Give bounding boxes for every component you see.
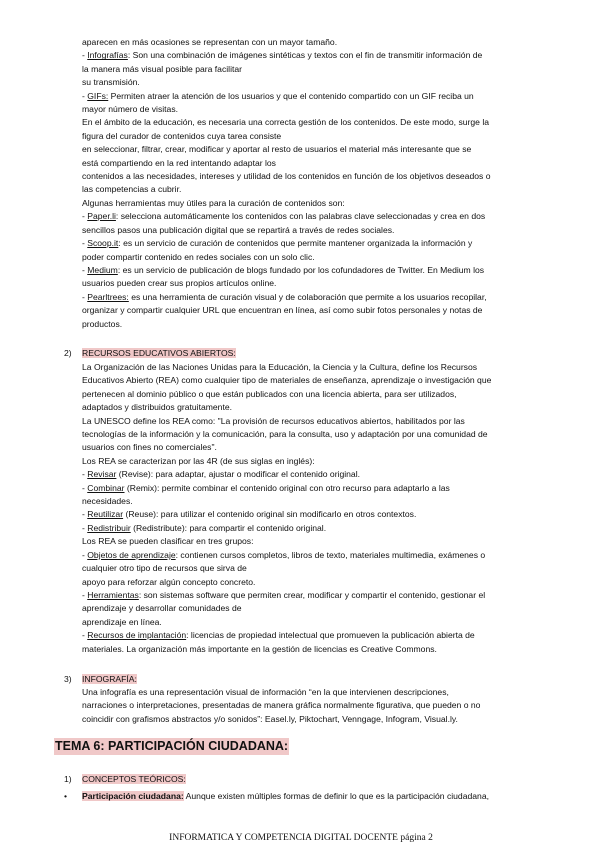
line-text: Educativos Abierto (REA) como cualquier tipo de materiales de enseñanza, aprendizaje o investigación que bbox=[82, 375, 492, 386]
line-text: poder compartir contenido en redes sociales con un solo clic. bbox=[82, 251, 315, 262]
line-text: Los REA se pueden clasificar en tres grupos: bbox=[82, 536, 254, 547]
line-text: Permiten atraer la atención de los usuarios y que el contenido compartido con un GIF reciba un bbox=[108, 90, 474, 101]
line-text: narraciones o interpretaciones, presentadas de manera gráfica normalmente figurativa, que pueden o no bbox=[82, 700, 481, 711]
line-text: : son sistemas software que permiten crear, modificar y compartir el contenido, gestionar el bbox=[138, 589, 486, 600]
line-text: usuarios con fines no comerciales". bbox=[82, 442, 217, 453]
line-text: productos. bbox=[82, 318, 123, 329]
line-text: (Remix): permite combinar el contenido original con otro recurso para adaptarlo a las bbox=[124, 482, 450, 493]
line-text: tecnologías de la información y la comunicación, para la consulta, uso y adaptación por una comunidad de bbox=[82, 429, 488, 440]
text-line bbox=[82, 589, 564, 602]
section-3-title-text: INFOGRAFÍA: bbox=[82, 674, 137, 684]
text-line bbox=[82, 210, 564, 223]
line-text: coincidir con grafismos abstractos y/o sonidos”: Easel.ly, Piktochart, Venngage, Infogram, Visual.ly. bbox=[82, 713, 458, 724]
text-line bbox=[82, 374, 564, 387]
footer-page-number: página 2 bbox=[400, 833, 433, 843]
bullet-rest-text: Aunque existen múltiples formas de definir lo que es la participación ciudadana, bbox=[183, 791, 489, 801]
line-prefix: - bbox=[82, 589, 88, 600]
text-line bbox=[82, 616, 564, 629]
line-text: apoyo para reforzar algún concepto concreto. bbox=[82, 576, 256, 587]
line-prefix: - bbox=[82, 264, 88, 275]
line-prefix: - bbox=[82, 522, 88, 533]
line-prefix: - bbox=[82, 291, 88, 302]
text-line bbox=[82, 130, 564, 143]
text-line bbox=[82, 468, 564, 481]
text-line bbox=[82, 482, 564, 495]
line-text: cualquier otro tipo de recursos que sirva de bbox=[82, 563, 247, 574]
text-line bbox=[82, 401, 564, 414]
text-line bbox=[82, 170, 564, 183]
text-line bbox=[82, 713, 564, 726]
line-text: Los REA se caracterizan por las 4R (de sus siglas en inglés): bbox=[82, 455, 315, 466]
line-text: sencillos pasos una publicación digital que se repartirá a través de redes sociales. bbox=[82, 224, 395, 235]
text-line bbox=[82, 562, 564, 575]
text-line bbox=[82, 686, 564, 699]
line-text: es una herramienta de curación visual y de colaboración que permite a los usuarios recopilar, bbox=[128, 291, 487, 302]
text-line bbox=[82, 143, 564, 156]
line-text: está compartiendo en la red intentando adaptar los bbox=[82, 157, 276, 168]
section-2-number: 2) bbox=[64, 348, 72, 358]
underlined-term: Revisar bbox=[87, 469, 117, 480]
text-line bbox=[82, 549, 564, 562]
line-text: La Organización de las Naciones Unidas para la Educación, la Ciencia y la Cultura, define los Recursos bbox=[82, 362, 478, 372]
text-line bbox=[82, 576, 564, 589]
text-line bbox=[82, 304, 564, 317]
line-prefix: - bbox=[82, 549, 88, 560]
text-line bbox=[82, 291, 564, 304]
text-line bbox=[82, 49, 564, 62]
footer-title: INFORMATICA Y COMPETENCIA DIGITAL DOCENTE bbox=[169, 833, 398, 843]
line-text: Algunas herramientas muy útiles para la curación de contenidos son: bbox=[82, 197, 345, 208]
bullet-dot: • bbox=[64, 791, 68, 801]
section-3-body bbox=[82, 686, 564, 726]
underlined-term: Herramientas bbox=[87, 589, 139, 600]
line-text: : licencias de propiedad intelectual que promueven la publicación abierta de bbox=[186, 630, 475, 641]
text-line bbox=[82, 237, 564, 250]
subsection-1-number: 1) bbox=[64, 774, 72, 784]
top-paragraphs bbox=[82, 36, 564, 331]
text-line bbox=[82, 522, 564, 535]
line-text: mayor número de visitas. bbox=[82, 104, 178, 115]
line-text: necesidades. bbox=[82, 496, 133, 507]
underlined-term: GIFs: bbox=[87, 90, 109, 101]
text-line bbox=[82, 508, 564, 521]
text-line bbox=[82, 103, 564, 116]
line-text: las competencias a cubrir. bbox=[82, 184, 182, 195]
text-line bbox=[82, 455, 564, 468]
underlined-term: Objetos de aprendizaje bbox=[87, 549, 176, 560]
text-line bbox=[82, 699, 564, 712]
text-line bbox=[82, 602, 564, 615]
line-text: La UNESCO define los REA como: "La provisión de recursos educativos abiertos, habilitados por las bbox=[82, 415, 465, 426]
tema-6-heading: TEMA 6: PARTICIPACIÓN CIUDADANA: bbox=[55, 739, 289, 753]
section-3-title bbox=[82, 673, 137, 686]
text-line bbox=[82, 224, 564, 237]
text-line bbox=[82, 197, 564, 210]
text-line bbox=[82, 277, 564, 290]
section-2-title-text: RECURSOS EDUCATIVOS ABIERTOS: bbox=[82, 348, 236, 358]
underlined-term: Reutilizar bbox=[87, 509, 124, 520]
text-line bbox=[82, 415, 564, 428]
text-line bbox=[82, 63, 564, 76]
line-text: organizar y compartir cualquier URL que encuentran en línea, así como subir fotos personales y notas de bbox=[82, 305, 483, 316]
text-line bbox=[82, 183, 564, 196]
line-text: : selecciona automáticamente los contenidos con las palabras clave seleccionadas y crea en dos bbox=[115, 211, 486, 222]
text-line bbox=[82, 90, 564, 103]
underlined-term: Infografías bbox=[87, 50, 128, 61]
underlined-term: Paper.li bbox=[87, 211, 116, 222]
line-prefix: - bbox=[82, 509, 88, 520]
line-prefix: - bbox=[82, 90, 88, 101]
text-line bbox=[82, 318, 564, 331]
line-text: (Reuse): para utilizar el contenido original sin modificarlo en otros contextos. bbox=[123, 509, 417, 520]
text-line bbox=[82, 441, 564, 454]
text-line bbox=[82, 643, 564, 656]
text-line bbox=[82, 264, 564, 277]
line-text: aprendizaje y desarrollar comunidades de bbox=[82, 603, 242, 614]
underlined-term: Medium bbox=[87, 264, 118, 275]
underlined-term: Scoop.it bbox=[87, 238, 119, 249]
section-2-title bbox=[82, 347, 236, 360]
line-text: : contienen cursos completos, libros de texto, materiales multimedia, exámenes o bbox=[175, 549, 486, 560]
text-line bbox=[82, 388, 564, 401]
section-2-body bbox=[82, 361, 564, 656]
underlined-term: Recursos de implantación bbox=[87, 630, 187, 641]
line-text: Una infografía es una representación visual de información “en la que intervienen descripciones, bbox=[82, 687, 449, 697]
page-footer bbox=[0, 833, 602, 843]
section-3-number: 3) bbox=[64, 674, 72, 684]
line-text: materiales. La organización más importante en la gestión de licencias es Creative Commons. bbox=[82, 643, 437, 654]
line-text: En el ámbito de la educación, es necesaria una correcta gestión de los contenidos. De este modo, surge la bbox=[82, 117, 490, 128]
line-text: adaptados y distribuidos gratuitamente. bbox=[82, 402, 233, 413]
text-line bbox=[82, 629, 564, 642]
text-line bbox=[82, 361, 564, 374]
line-text: su transmisión. bbox=[82, 77, 140, 88]
line-text: : Son una combinación de imágenes sintéticas y textos con el fin de transmitir información de bbox=[127, 50, 483, 61]
line-prefix: - bbox=[82, 630, 88, 641]
line-text: en seleccionar, filtrar, crear, modificar y aportar al resto de usuarios el material más interesante que se bbox=[82, 144, 472, 155]
subsection-1-title-text: CONCEPTOS TEÓRICOS: bbox=[82, 774, 186, 784]
line-text: aprendizaje en línea. bbox=[82, 616, 162, 627]
line-text: pertenecen al dominio público o que están publicados con una licencia abierta, para ser utilizados, bbox=[82, 388, 457, 399]
text-line bbox=[82, 36, 564, 49]
underlined-term: Combinar bbox=[87, 482, 125, 493]
line-prefix: - bbox=[82, 469, 88, 480]
line-text: : es un servicio de publicación de blogs fundado por los cofundadores de Twitter. En Medium los bbox=[117, 264, 485, 275]
line-text: contenidos a las necesidades, intereses y utilidad de los contenidos en función de los objetivos deseados o bbox=[82, 171, 491, 182]
line-text: aparecen en más ocasiones se representan con un mayor tamaño. bbox=[82, 37, 338, 47]
line-text: : es un servicio de curación de contenidos que permite mantener organizada la información y bbox=[118, 238, 473, 249]
underlined-term: Pearltrees: bbox=[87, 291, 129, 302]
text-line bbox=[82, 535, 564, 548]
line-text: la manera más visual posible para facilitar bbox=[82, 63, 243, 74]
bullet-paragraph bbox=[82, 790, 572, 803]
line-prefix: - bbox=[82, 482, 88, 493]
text-line bbox=[82, 157, 564, 170]
line-text: figura del curador de contenidos cuya tarea consiste bbox=[82, 130, 282, 141]
text-line bbox=[82, 251, 564, 264]
line-prefix: - bbox=[82, 238, 88, 249]
line-prefix: - bbox=[82, 50, 88, 61]
subsection-1-title bbox=[82, 773, 186, 786]
text-line bbox=[82, 116, 564, 129]
text-line bbox=[82, 495, 564, 508]
underlined-term: Redistribuir bbox=[87, 522, 131, 533]
bullet-bold-term: Participación ciudadana: bbox=[82, 791, 184, 801]
line-text: usuarios pueden crear sus propios artículos online. bbox=[82, 278, 277, 289]
line-prefix: - bbox=[82, 211, 88, 222]
text-line bbox=[82, 428, 564, 441]
line-text: (Redistribute): para compartir el contenido original. bbox=[130, 522, 327, 533]
text-line bbox=[82, 76, 564, 89]
line-text: (Revise): para adaptar, ajustar o modificar el contenido original. bbox=[116, 469, 361, 480]
